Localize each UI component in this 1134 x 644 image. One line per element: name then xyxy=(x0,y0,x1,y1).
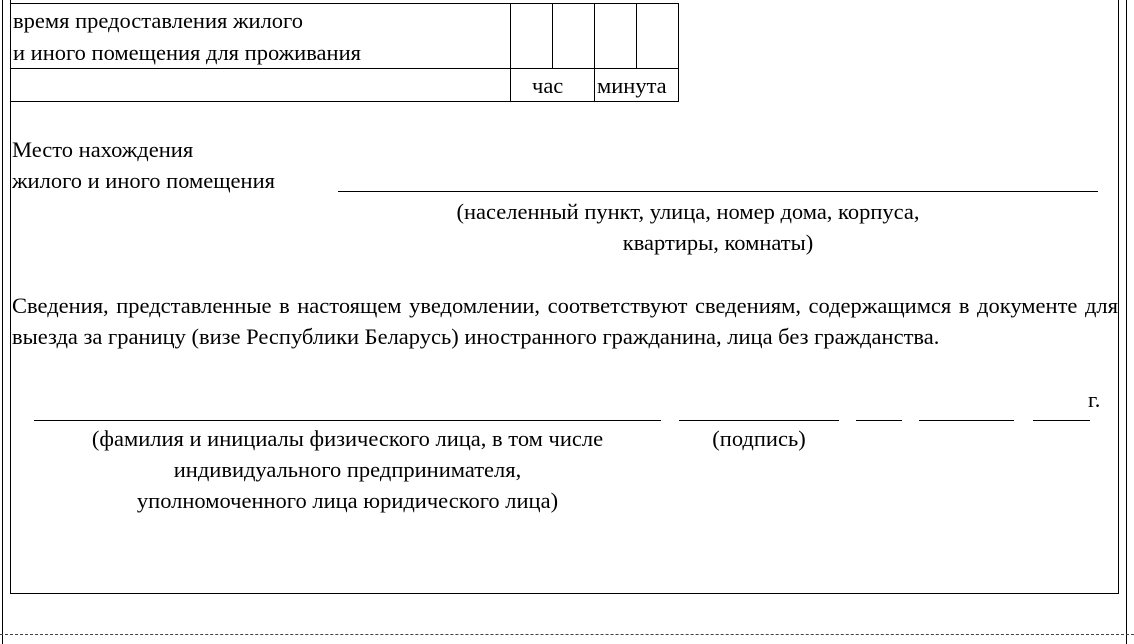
location-label-line1: Место нахождения xyxy=(12,137,194,162)
name-hint-line1: (фамилия и инициалы физического лица, в том числе xyxy=(91,426,604,451)
outer-border-right xyxy=(1126,0,1127,644)
time-unit-minute: минута xyxy=(597,73,667,98)
location-hint-line2: квартиры, комнаты) xyxy=(622,230,814,255)
frame-border-right xyxy=(1118,0,1119,594)
time-label-line1: время предоставления жилого xyxy=(13,8,303,33)
date-day-line[interactable] xyxy=(856,420,902,421)
outer-border-left xyxy=(2,0,3,644)
table-row-divider xyxy=(11,68,679,69)
location-hint-line1: (населенный пункт, улица, номер дома, корпуса, xyxy=(456,199,920,224)
signature-hint: (подпись) xyxy=(712,426,806,451)
signature-input-line[interactable] xyxy=(679,420,839,421)
frame-border-bottom xyxy=(10,593,1119,594)
time-table xyxy=(11,3,679,102)
name-input-line[interactable] xyxy=(34,420,661,421)
time-label-line2: и иного помещения для проживания xyxy=(13,40,361,65)
time-unit-hour: час xyxy=(532,73,564,98)
cut-line xyxy=(0,634,1134,635)
hour-digit-cell-1[interactable] xyxy=(511,4,552,68)
date-month-line[interactable] xyxy=(919,420,1014,421)
name-hint-line3: уполномоченного лица юридического лица) xyxy=(136,488,559,513)
name-hint-line2: индивидуального предпринимателя, xyxy=(173,457,522,482)
statement-paragraph: Сведения, представленные в настоящем уведомлении, соответствуют сведениям, содержащимся в документе для выезда за границу (визе Республики Беларусь) иностранного гражданина, лица без гражданства. xyxy=(12,293,1118,349)
table-border-right xyxy=(678,3,679,102)
table-border-bottom xyxy=(11,101,679,102)
year-suffix: г. xyxy=(1088,387,1101,412)
hour-digit-cell-2[interactable] xyxy=(553,4,594,68)
minute-digit-cell-1[interactable] xyxy=(595,4,636,68)
location-input-line[interactable] xyxy=(338,191,1098,192)
minute-digit-cell-2[interactable] xyxy=(637,4,678,68)
date-year-line[interactable] xyxy=(1033,420,1090,421)
location-label-line2: жилого и иного помещения xyxy=(12,168,275,193)
